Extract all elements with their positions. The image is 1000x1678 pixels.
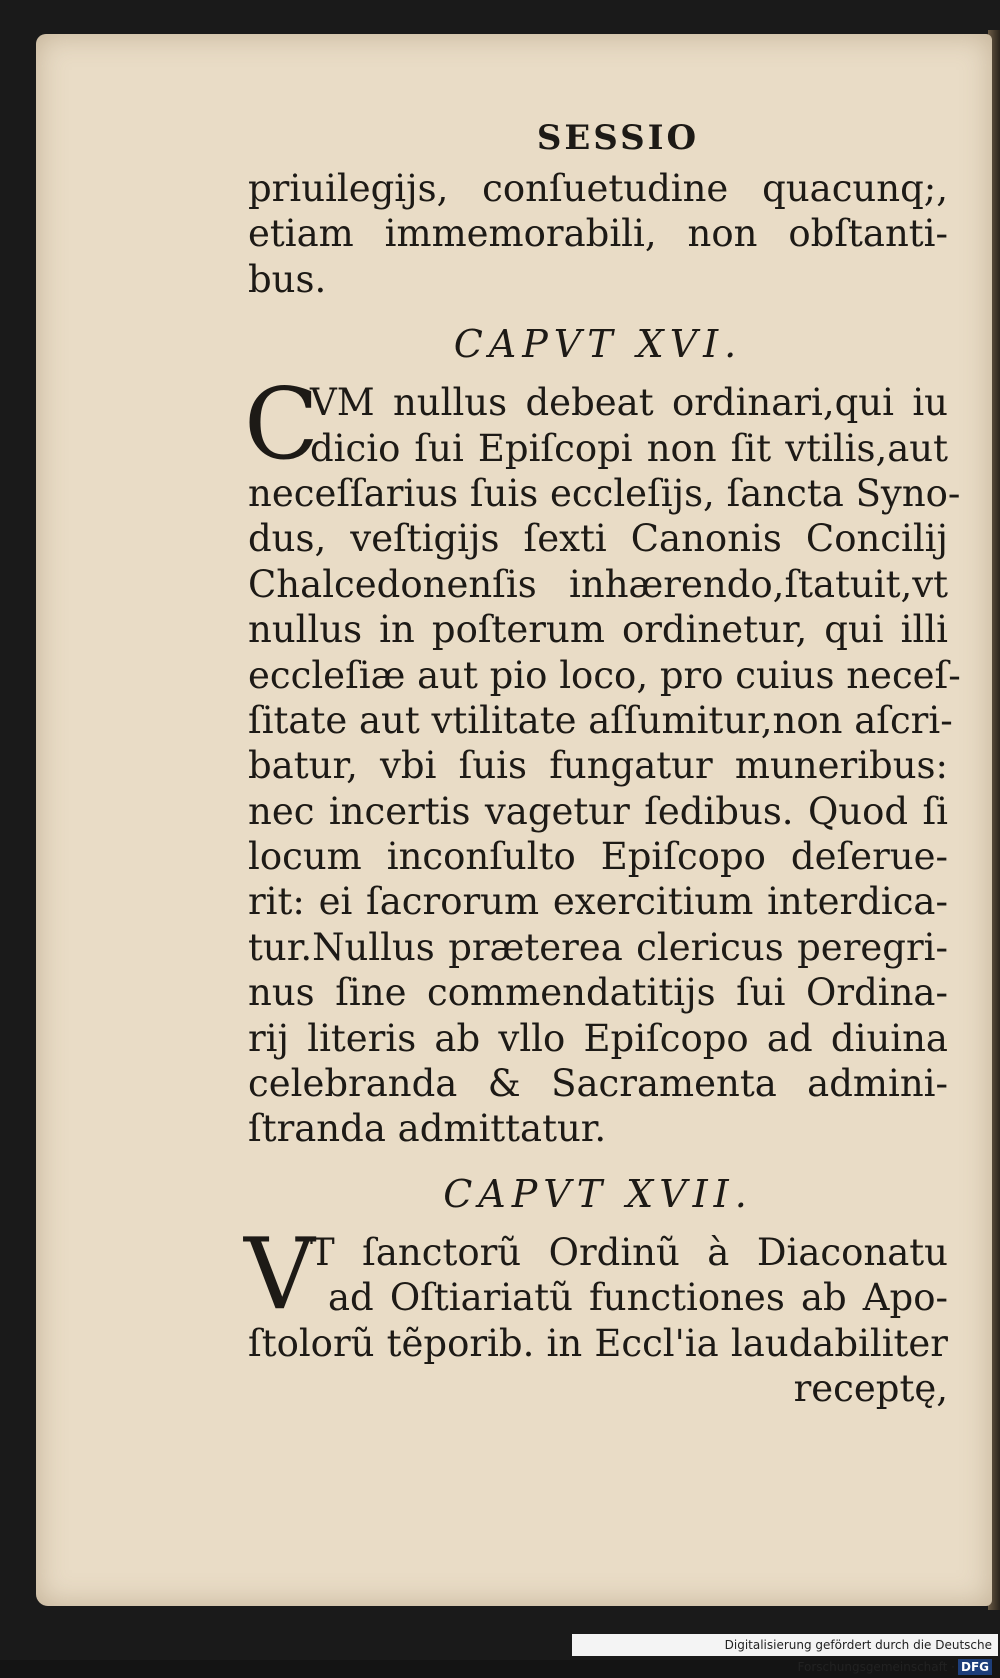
text-line: priuilegijs, conſuetudine quacunq;, [248,167,948,210]
text-line: ſtolorũ tẽporib. in Eccl'ia laudabiliter [248,1321,948,1365]
running-header: SESSIO [536,118,700,158]
digitization-credit [572,1634,998,1674]
text-line: batur, vbi ſuis fungatur muneribus: [248,744,948,788]
page-text [244,110,961,1411]
chapter-heading: CAPVT XVI. [453,322,743,367]
text-line: dus, veſtigijs ſexti Canonis Concilij [248,517,948,561]
catchword: receptę, [793,1366,948,1410]
text-line: eccleſiæ aut pio loco, pro cuius neceſ- [248,653,961,697]
text-line: T ſanctorũ Ordinũ à Diaconatu [310,1230,948,1274]
credit-text: Digitalisierung gefördert durch die Deutsche Forschungsgemeinschaft · [724,1638,992,1674]
text-line: dicio ſui Epiſcopi non ſit vtilis,aut [310,426,948,470]
text-line: ſitate aut vtilitate aſſumitur,non aſcri- [248,698,953,742]
text-line: celebranda & Sacramenta admini- [248,1062,948,1106]
text-line: Chalcedonenſis inhærendo,ſtatuit,vt [248,562,948,606]
text-line: nullus in poſterum ordinetur, qui illi [248,608,948,652]
text-line: rit: ei ſacrorum exercitium interdica- [248,880,948,924]
text-line: ad Oſtiariatũ functiones ab Apo- [328,1276,948,1320]
chapter-heading: CAPVT XVII. [443,1171,753,1216]
text-line: nec incertis vagetur ſedibus. Quod ſi [248,789,948,833]
dfg-logo: DFG [958,1659,992,1675]
drop-capital: V [244,1217,315,1332]
text-line: tur.Nullus præterea clericus peregri- [248,925,948,969]
text-line: etiam immemorabili, non obſtanti- [248,212,948,256]
text-line: VM nullus debeat ordinari,qui iu [310,381,948,425]
text-line: nus ſine commendatitijs ſui Ordina- [248,971,948,1015]
text-line: rij literis ab vllo Epiſcopo ad diuina [248,1016,948,1060]
chapter-16-body [244,368,961,1152]
text-line: ſtranda admittatur. [248,1107,607,1151]
text-line: neceſſarius ſuis eccleſijs, ſancta Syno- [248,471,961,515]
text-line: bus. [248,257,327,301]
text-line: locum inconſulto Epiſcopo deſerue- [248,835,948,879]
chapter-17-body [244,1217,948,1412]
drop-capital: C [244,368,319,483]
